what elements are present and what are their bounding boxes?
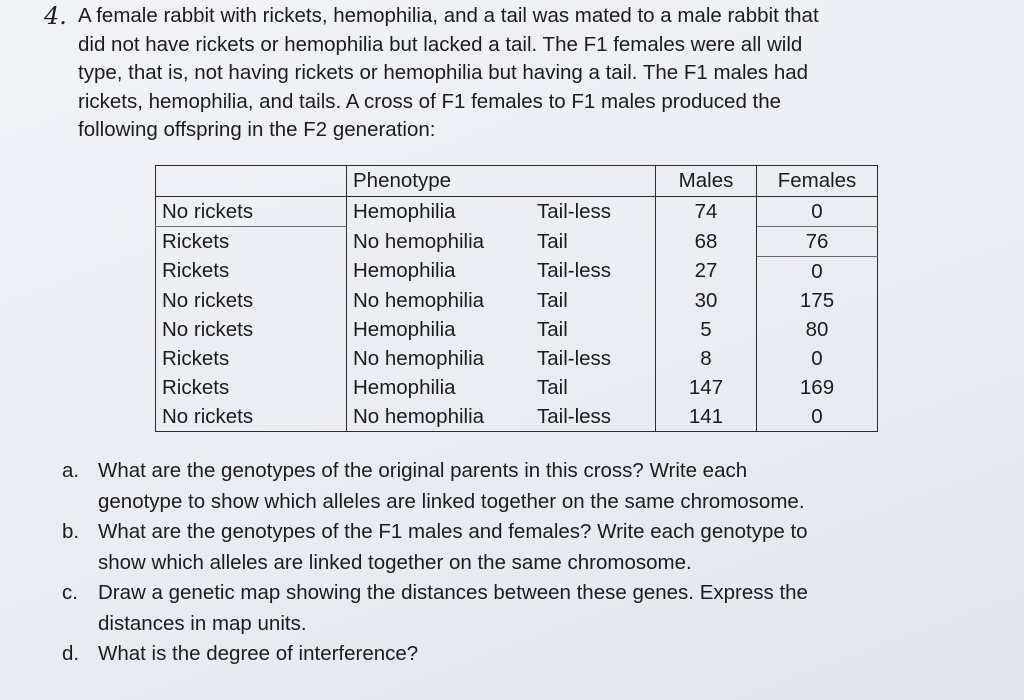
cell-tail: Tail-less <box>531 197 656 227</box>
table-row <box>156 373 878 402</box>
offspring-table <box>155 165 878 432</box>
cell-hemophilia: No hemophilia <box>347 344 532 373</box>
table-row <box>156 286 878 315</box>
cell-hemophilia: Hemophilia <box>347 373 532 402</box>
cell-males: 5 <box>656 315 757 344</box>
cell-hemophilia: Hemophilia <box>347 197 532 227</box>
cell-tail: Tail-less <box>531 402 656 432</box>
cell-rickets: Rickets <box>156 373 347 402</box>
question-text <box>98 517 1002 578</box>
question-line: What are the genotypes of the original parents in this cross? Write each <box>98 459 748 482</box>
cell-females: 175 <box>757 286 878 315</box>
cell-males: 30 <box>656 286 757 315</box>
cell-rickets: Rickets <box>156 257 347 287</box>
cell-tail: Tail <box>531 227 656 257</box>
question-line: distances in map units. <box>98 611 307 635</box>
cell-hemophilia: No hemophilia <box>347 402 532 432</box>
cell-rickets: Rickets <box>156 344 347 373</box>
table-header-row <box>156 166 878 197</box>
question-line: show which alleles are linked together on the same chromosome. <box>98 550 692 574</box>
question-d <box>62 639 1002 670</box>
question-text <box>98 456 1002 517</box>
cell-females: 169 <box>757 373 878 402</box>
cell-tail: Tail <box>531 286 656 315</box>
question-list <box>62 456 1002 670</box>
statement-line: following offspring in the F2 generation: <box>78 118 436 141</box>
table-row <box>156 344 878 373</box>
table-row <box>156 315 878 344</box>
cell-males: 8 <box>656 344 757 373</box>
header-blank <box>156 166 347 197</box>
cell-hemophilia: Hemophilia <box>347 257 532 287</box>
problem-number: 4. <box>44 2 67 30</box>
cell-females: 0 <box>757 197 878 227</box>
question-letter: c. <box>62 581 78 604</box>
cell-females: 76 <box>757 227 878 257</box>
cell-hemophilia: Hemophilia <box>347 315 532 344</box>
problem-statement <box>78 2 983 145</box>
header-males: Males <box>656 166 757 197</box>
statement-line: rickets, hemophilia, and tails. A cross of F1 females to F1 males produced the <box>78 89 782 113</box>
cell-tail: Tail <box>531 315 656 344</box>
cell-males: 74 <box>656 197 757 227</box>
cell-males: 68 <box>656 227 757 257</box>
cell-rickets: No rickets <box>156 197 347 227</box>
cell-males: 141 <box>656 402 757 432</box>
cell-rickets: Rickets <box>156 227 347 257</box>
cell-tail: Tail-less <box>531 344 656 373</box>
cell-males: 147 <box>656 373 757 402</box>
cell-rickets: No rickets <box>156 315 347 344</box>
cell-rickets: No rickets <box>156 402 347 432</box>
question-letter: d. <box>62 642 80 665</box>
statement-line: A female rabbit with rickets, hemophilia, and a tail was mated to a male rabbit that <box>78 4 819 27</box>
cell-females: 0 <box>757 257 878 287</box>
question-a <box>62 456 1002 517</box>
cell-hemophilia: No hemophilia <box>347 286 532 315</box>
statement-line: did not have rickets or hemophilia but lacked a tail. The F1 females were all wild <box>78 32 803 56</box>
cell-rickets: No rickets <box>156 286 347 315</box>
statement-line: type, that is, not having rickets or hemophilia but having a tail. The F1 males had <box>78 61 809 84</box>
header-blank <box>531 166 656 197</box>
question-line: Draw a genetic map showing the distances between these genes. Express the <box>98 581 808 604</box>
table-row <box>156 257 878 287</box>
question-line: What are the genotypes of the F1 males and females? Write each genotype to <box>98 520 808 543</box>
cell-females: 0 <box>757 402 878 432</box>
question-line: genotype to show which alleles are linked together on the same chromosome. <box>98 489 805 513</box>
question-b <box>62 517 1002 578</box>
cell-tail: Tail-less <box>531 257 656 287</box>
question-letter: b. <box>62 520 80 543</box>
question-letter: a. <box>62 459 80 482</box>
header-females: Females <box>757 166 878 197</box>
table-row <box>156 402 878 432</box>
table-row <box>156 227 878 257</box>
question-line: What is the degree of interference? <box>98 642 419 665</box>
table-row <box>156 197 878 227</box>
cell-females: 80 <box>757 315 878 344</box>
question-text <box>98 639 1002 670</box>
cell-females: 0 <box>757 344 878 373</box>
cell-hemophilia: No hemophilia <box>347 227 532 257</box>
question-c <box>62 578 1002 639</box>
header-phenotype: Phenotype <box>347 166 532 197</box>
question-text <box>98 578 1002 639</box>
cell-tail: Tail <box>531 373 656 402</box>
cell-males: 27 <box>656 257 757 287</box>
